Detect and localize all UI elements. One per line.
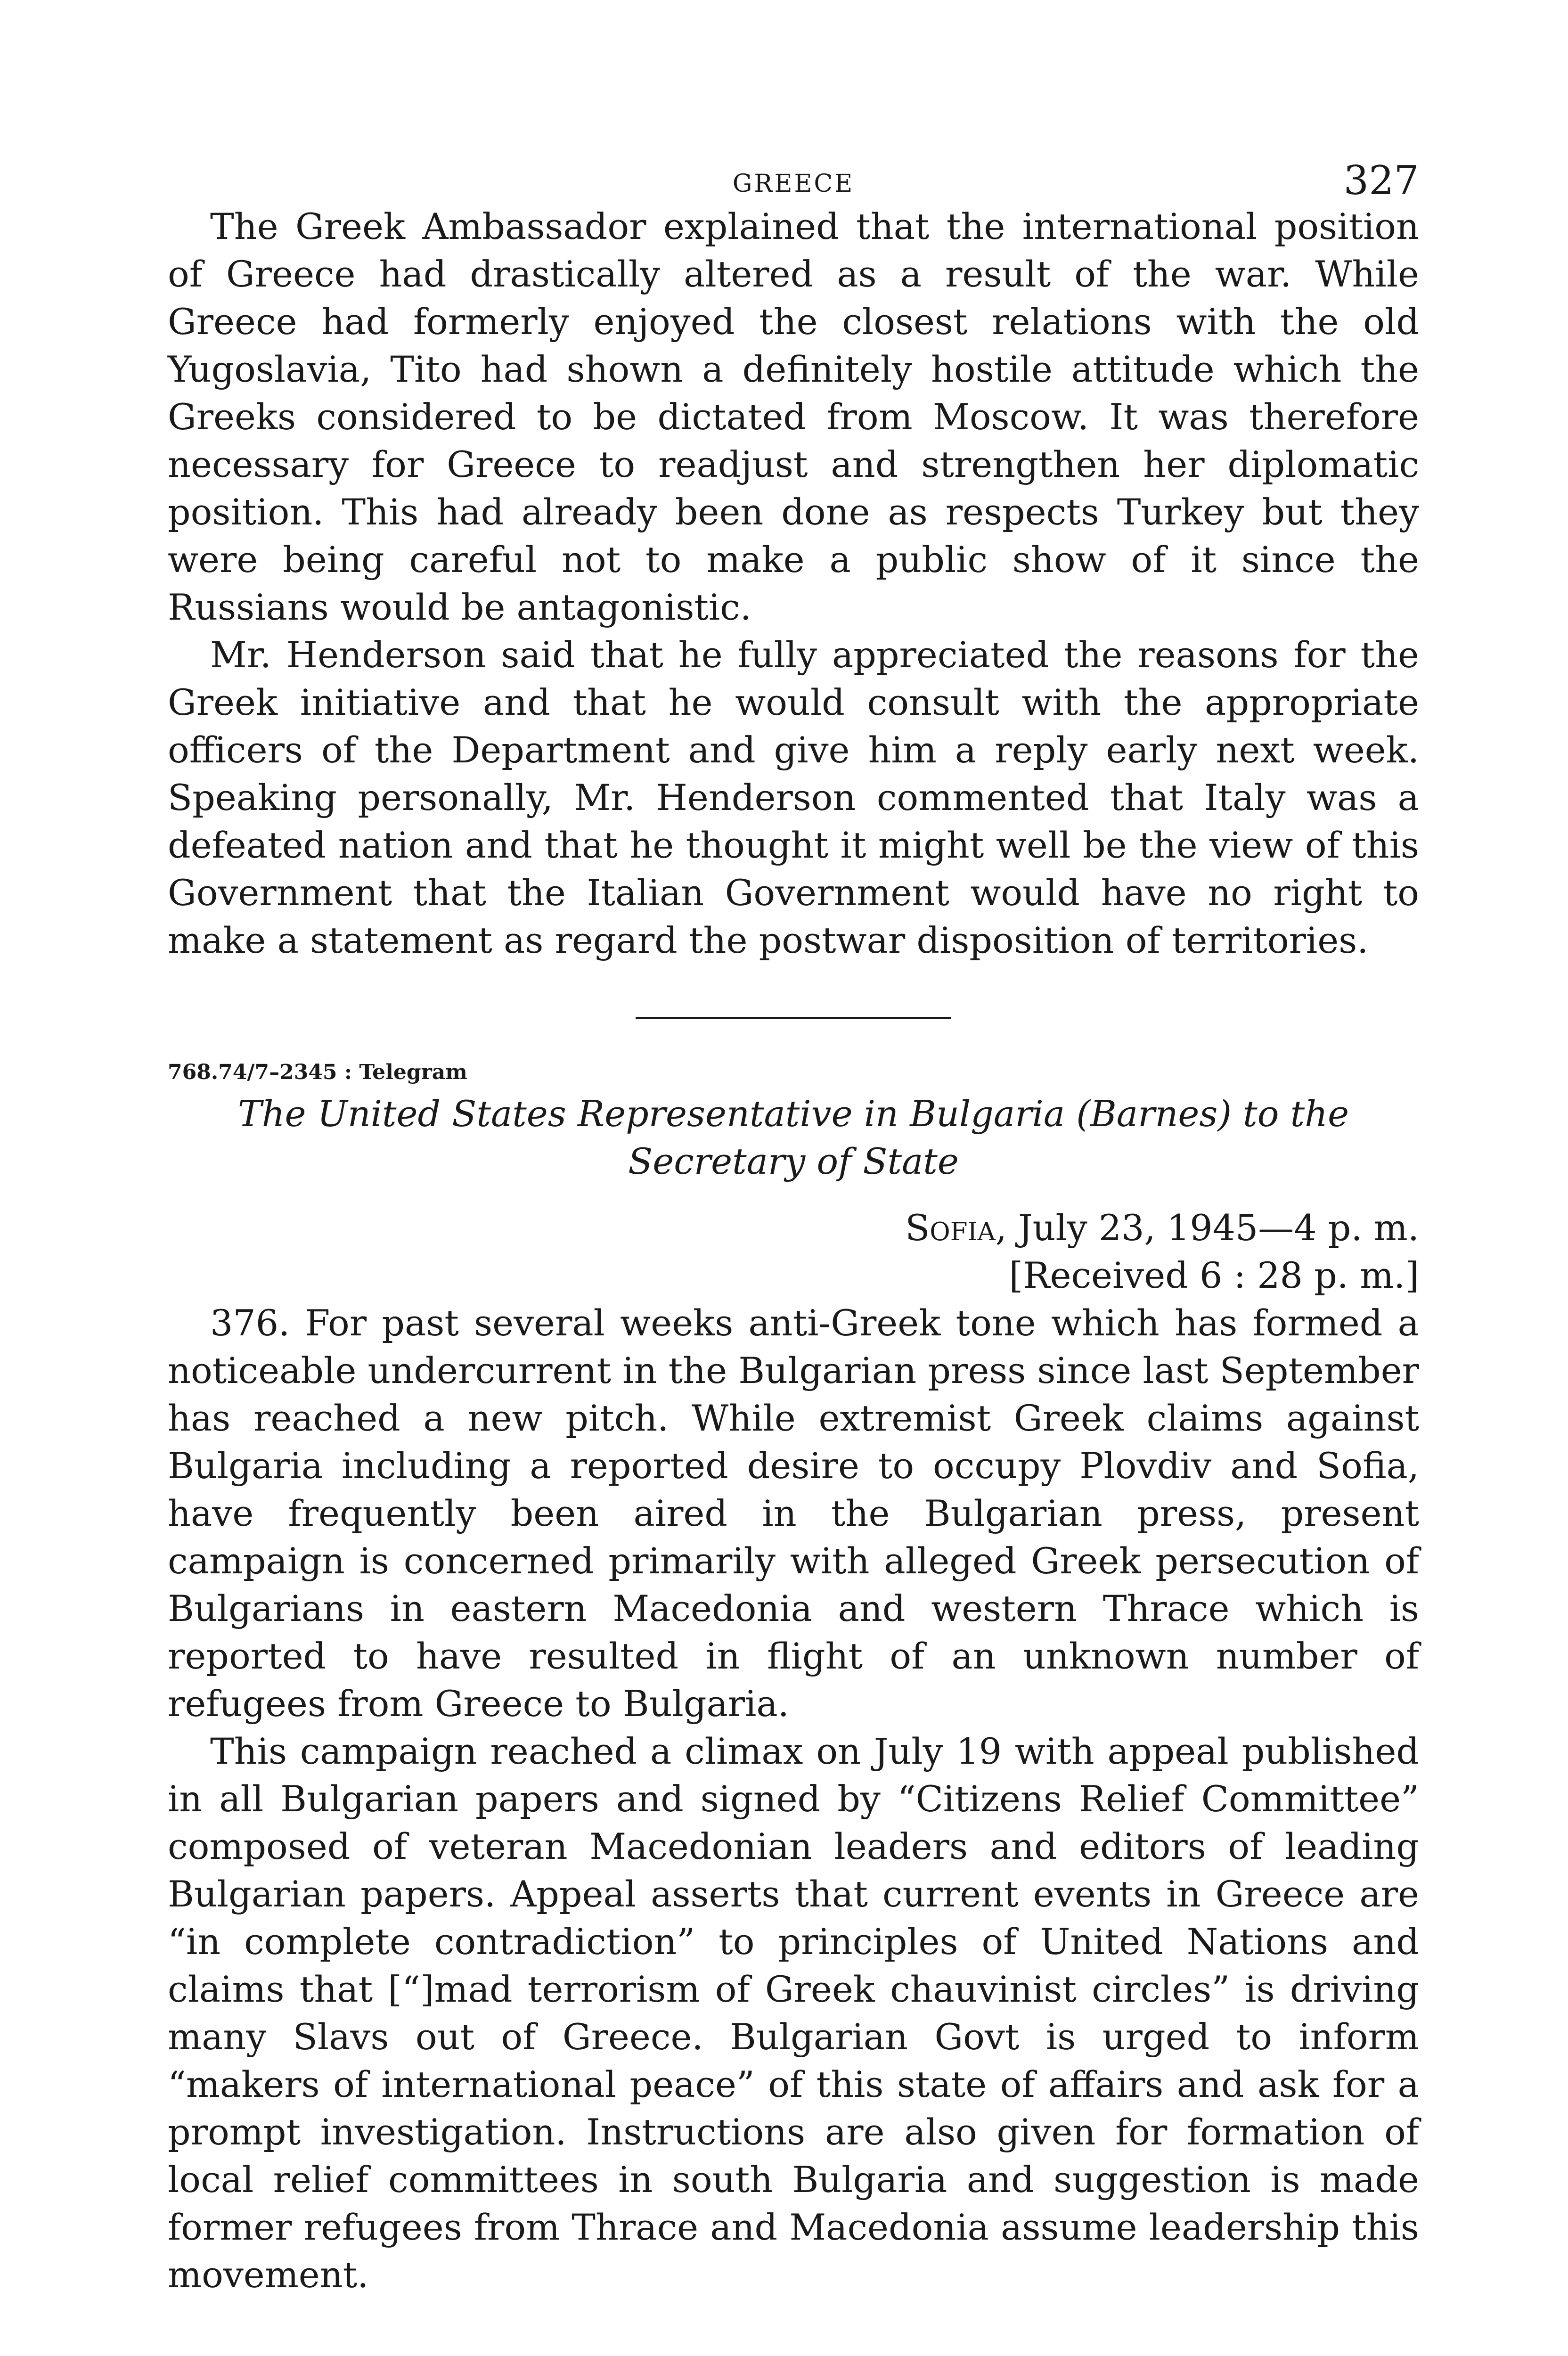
document-heading-line: Secretary of State (628, 1140, 959, 1182)
dateline-date: , July 23, 1945—4 p. m. (995, 1207, 1419, 1249)
document-page (168, 141, 1419, 2299)
received-time: [Received 6 : 28 p. m.] (1009, 1254, 1419, 1296)
running-head (168, 141, 1419, 203)
dateline (168, 1204, 1419, 1252)
section-divider (636, 1017, 951, 1019)
paragraph: The Greek Ambassador explained that the international position of Greece had drastically altered as a result of the war. While Greece had formerly enjoyed the closest relations with the old Yugoslavia, Tito had shown a definitely hostile attitude which the Greeks considered to be dictated from Moscow. It was therefore necessary for Greece to readjust and strengthen her diplomatic position. This had already been done as respects Turkey but they were being careful not to make a public show of it since the Russians would be antagonistic. (168, 205, 1419, 628)
document-heading-line: The United States Representative in Bulgaria (Barnes) to the (237, 1093, 1349, 1135)
paragraph: 376. For past several weeks anti-Greek tone which has formed a noticeable undercurrent in the Bulgarian press since last September has reached a new pitch. While extremist Greek claims against Bulgaria including a reported desire to occupy Plovdiv and Sofia, have frequently been aired in the Bulgarian press, present campaign is concerned primarily with alleged Greek persecution of Bulgarians in eastern Macedonia and western Thrace which is reported to have resulted in flight of an unknown number of refugees from Greece to Bulgaria. (168, 1302, 1419, 1725)
page-number: 327 (1343, 157, 1419, 204)
file-reference: 768.74/7–2345 : Telegram (168, 1060, 467, 1084)
running-title: GREECE (732, 170, 855, 198)
dateline-place: Sofia (905, 1207, 996, 1249)
paragraph: This campaign reached a climax on July 19 with appeal published in all Bulgarian papers and signed by “Citizens Relief Committee” composed of veteran Macedonian leaders and editors of leading Bulgarian papers. Appeal asserts that current events in Greece are “in complete contradiction” to principles of United Nations and claims that [“]mad terrorism of Greek chauvinist circles” is driving many Slavs out of Greece. Bulgarian Govt is urged to inform “makers of international peace” of this state of affairs and ask for a prompt investigation. Instructions are also given for formation of local relief committees in south Bulgaria and suggestion is made former refugees from Thrace and Macedonia assume leadership this movement. (168, 1730, 1419, 2296)
document-heading (168, 1090, 1419, 1185)
paragraph: Mr. Henderson said that he fully appreciated the reasons for the Greek initiative and that he would consult with the appropriate officers of the Department and give him a reply early next week. Speaking personally, Mr. Henderson commented that Italy was a defeated nation and that he thought it might well be the view of this Government that the Italian Government would have no right to make a statement as regard the postwar disposition of territories. (168, 634, 1419, 961)
